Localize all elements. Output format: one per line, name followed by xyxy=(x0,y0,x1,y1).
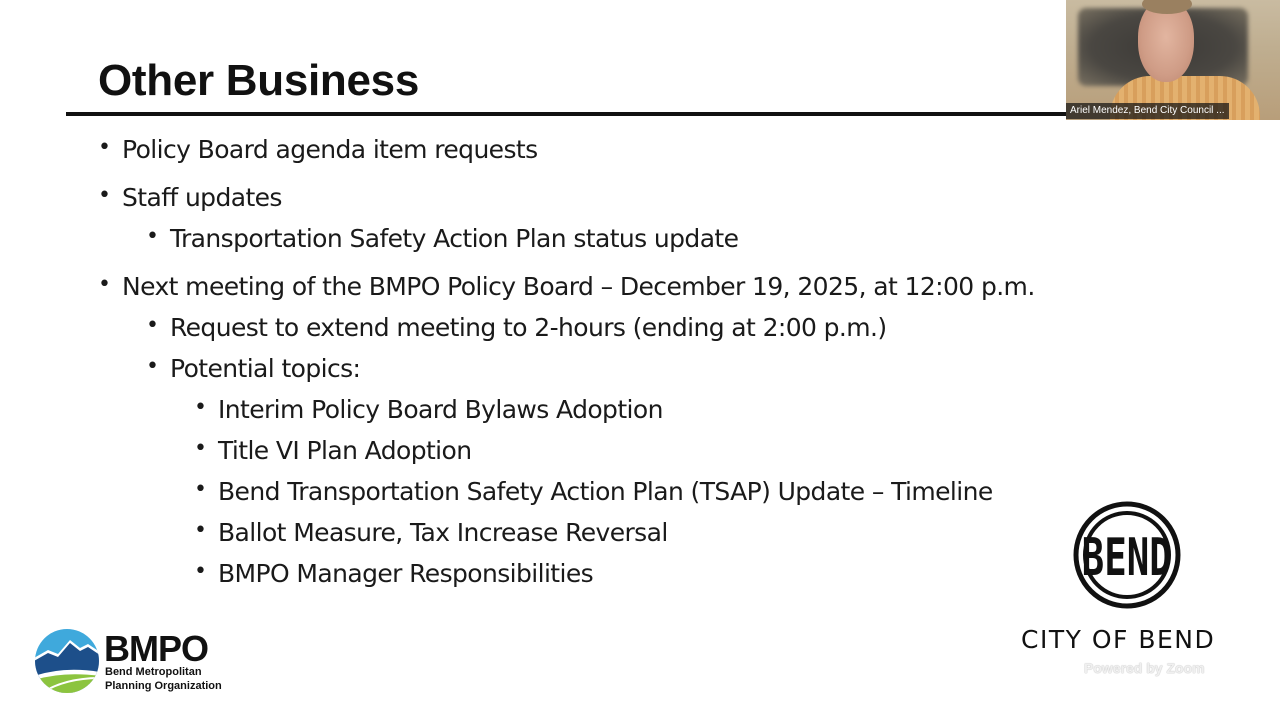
bullet-icon: • xyxy=(194,436,207,461)
city-of-bend-wordmark: CITY OF BEND xyxy=(1021,625,1216,654)
topic-item xyxy=(194,518,668,547)
bullet-icon: • xyxy=(194,518,207,543)
bullet-text: Potential topics: xyxy=(170,354,361,383)
bullet-icon: • xyxy=(194,559,207,584)
bullet-icon: • xyxy=(98,135,111,160)
bullet-text: Request to extend meeting to 2-hours (ending at 2:00 p.m.) xyxy=(170,313,887,342)
bullet-item xyxy=(98,135,538,164)
bullet-text: BMPO Manager Responsibilities xyxy=(218,559,594,588)
participant-name-label: Ariel Mendez, Bend City Council ... xyxy=(1066,103,1229,119)
bullet-icon: • xyxy=(194,395,207,420)
city-of-bend-seal-icon xyxy=(1072,500,1182,610)
bullet-item xyxy=(98,183,282,212)
bmpo-fullname xyxy=(105,665,222,693)
participant-video-tile[interactable] xyxy=(1066,0,1280,120)
bullet-text: Title VI Plan Adoption xyxy=(218,436,472,465)
sub-bullet-item xyxy=(146,313,887,342)
powered-by-zoom-watermark: Powered by Zoom xyxy=(1084,660,1205,676)
topic-item xyxy=(194,395,663,424)
bullet-icon: • xyxy=(194,477,207,502)
svg-text:BEND: BEND xyxy=(1081,526,1172,588)
bullet-text: Staff updates xyxy=(122,183,282,212)
topic-item xyxy=(194,436,472,465)
bullet-text: Bend Transportation Safety Action Plan (TSAP) Update – Timeline xyxy=(218,477,993,506)
topic-item xyxy=(194,477,993,506)
bmpo-line2: Planning Organization xyxy=(105,680,222,692)
bullet-text: Next meeting of the BMPO Policy Board – December 19, 2025, at 12:00 p.m. xyxy=(122,272,1035,301)
sub-bullet-item xyxy=(146,224,739,253)
bullet-icon: • xyxy=(146,313,159,338)
bullet-text: Policy Board agenda item requests xyxy=(122,135,538,164)
bmpo-logo xyxy=(34,628,234,694)
slide-title: Other Business xyxy=(98,56,420,105)
bullet-icon: • xyxy=(98,272,111,297)
bullet-icon: • xyxy=(98,183,111,208)
bullet-icon: • xyxy=(146,354,159,379)
topic-item xyxy=(194,559,594,588)
bullet-text: Interim Policy Board Bylaws Adoption xyxy=(218,395,663,424)
bullet-icon: • xyxy=(146,224,159,249)
bmpo-acronym: BMPO xyxy=(104,628,208,669)
sub-bullet-item xyxy=(146,354,361,383)
bmpo-line1: Bend Metropolitan xyxy=(105,666,202,678)
bullet-item xyxy=(98,272,1035,301)
bullet-text: Ballot Measure, Tax Increase Reversal xyxy=(218,518,668,547)
bullet-text: Transportation Safety Action Plan status update xyxy=(170,224,739,253)
bmpo-mountain-icon xyxy=(34,628,100,694)
